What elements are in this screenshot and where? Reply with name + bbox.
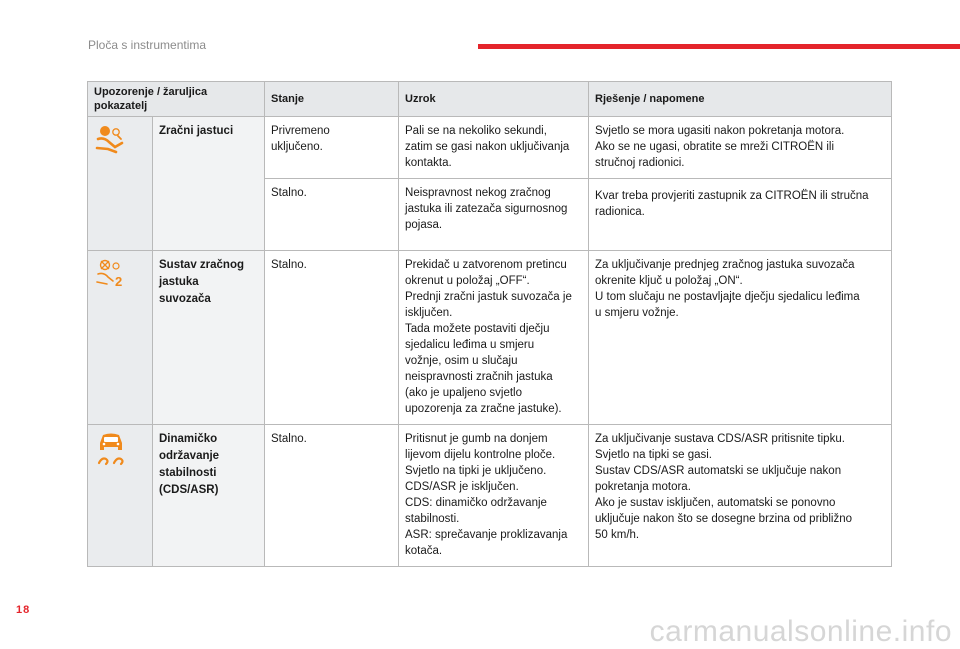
header-state: Stanje (265, 82, 399, 117)
cause-cell: Pali se na nekoliko sekundi, zatim se gasi nakon uključivanja kontakta. (399, 117, 589, 179)
airbag-warning-icon (94, 123, 128, 155)
state-cell: Privremeno uključeno. (265, 117, 399, 179)
passenger-airbag-icon-cell (88, 251, 153, 425)
state-cell: Stalno. (265, 251, 399, 425)
page-number: 18 (16, 604, 31, 616)
airbag-icon-cell (88, 117, 153, 251)
header-warning: Upozorenje / žaruljica pokazatelj (88, 82, 265, 117)
state-cell: Stalno. (265, 179, 399, 251)
stability-control-icon (94, 431, 128, 467)
warning-lights-table (87, 81, 892, 567)
solution-cell: Za uključivanje prednjeg zračnog jastuka suvozača okrenite ključ u položaj „ON“. U tom slučaju ne postavljajte dječju sjedalicu leđima u smjeru vožnje. (589, 251, 892, 425)
cause-cell: Neispravnost nekog zračnog jastuka ili zatezača sigurnosnog pojasa. (399, 179, 589, 251)
svg-text:2: 2 (115, 274, 123, 289)
warning-name: Zračni jastuci (153, 117, 265, 251)
section-title: Ploča s instrumentima (88, 38, 207, 52)
solution-cell: Za uključivanje sustava CDS/ASR pritisnite tipku. Svjetlo na tipki se gasi. Sustav CDS/ASR automatski se uključuje nakon pokretanja motora. Ako je sustav isključen, automatski se ponovno uključuje nakon što se dosegne brzina od približno 50 km/h. (589, 425, 892, 567)
table-row (88, 117, 892, 179)
cause-cell: Pritisnut je gumb na donjem lijevom dijelu kontrolne ploče. Svjetlo na tipki je uključeno. CDS/ASR je isključen. CDS: dinamičko održavanje stabilnosti. ASR: sprečavanje proklizavanja kotača. (399, 425, 589, 567)
section-accent-bar (478, 44, 960, 49)
passenger-airbag-off-icon (94, 257, 128, 289)
header-solution: Rješenje / napomene (589, 82, 892, 117)
header-cause: Uzrok (399, 82, 589, 117)
solution-cell: Svjetlo se mora ugasiti nakon pokretanja motora. Ako se ne ugasi, obratite se mreži CITROËN ili stručnoj radionici. (589, 117, 892, 179)
stability-icon-cell (88, 425, 153, 567)
table-row (88, 425, 892, 567)
warning-name: Dinamičko održavanje stabilnosti (CDS/ASR) (153, 425, 265, 567)
solution-cell: Kvar treba provjeriti zastupnik za CITROËN ili stručna radionica. (589, 179, 892, 251)
cause-cell: Prekidač u zatvorenom pretincu okrenut u položaj „OFF“. Prednji zračni jastuk suvozača je isključen. Tada možete postaviti dječju sjedalicu leđima u smjeru vožnje, osim u slučaju neispravnosti zračnih jastuka (ako je upaljeno svjetlo upozorenja za zračne jastuke). (399, 251, 589, 425)
table-row (88, 251, 892, 425)
watermark: carmanualsonline.info (649, 615, 952, 648)
warning-name: Sustav zračnog jastuka suvozača (153, 251, 265, 425)
state-cell: Stalno. (265, 425, 399, 567)
